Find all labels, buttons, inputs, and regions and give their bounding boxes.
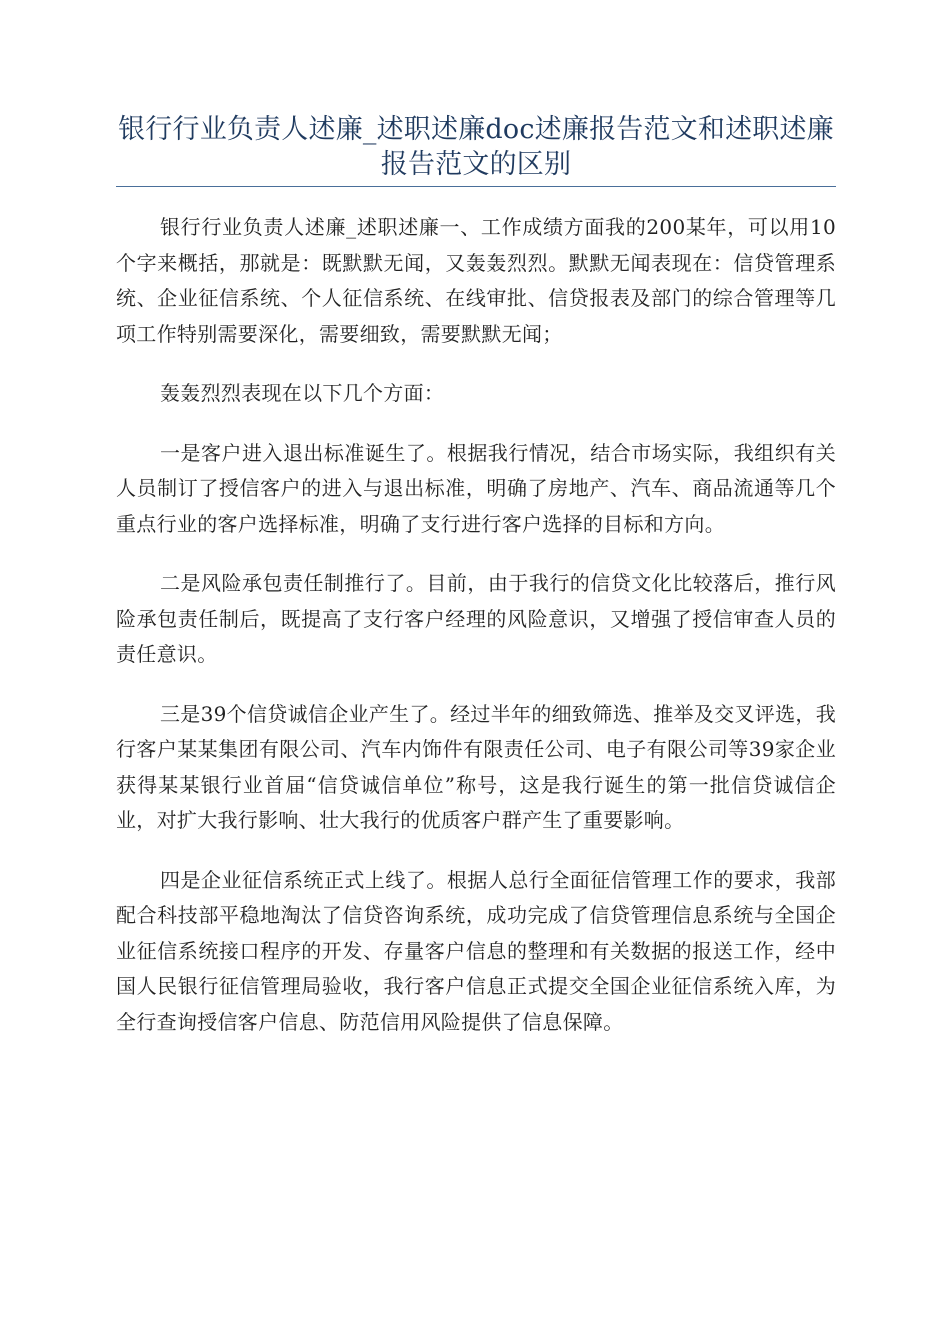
title-block — [116, 112, 836, 182]
title-underline — [116, 186, 836, 187]
paragraph-point-three: 三是39个信贷诚信企业产生了。经过半年的细致筛选、推举及交叉评选，我行客户某某集团有限公司、汽车内饰件有限责任公司、电子有限公司等39家企业获得某某银行业首届“信贷诚信单位”称号，这是我行诞生的第一批信贷诚信企业，对扩大我行影响、壮大我行的优质客户群产生了重要影响。 — [116, 701, 836, 832]
paragraph-aspects-heading: 轰轰烈烈表现在以下几个方面： — [160, 381, 445, 405]
document-body — [116, 210, 836, 1064]
paragraph-point-two: 二是风险承包责任制推行了。目前，由于我行的信贷文化比较落后，推行风险承包责任制后，既提高了支行客户经理的风险意识，又增强了授信审查人员的责任意识。 — [116, 571, 836, 666]
paragraph-intro: 银行行业负责人述廉_述职述廉一、工作成绩方面我的200某年，可以用10个字来概括，那就是：既默默无闻，又轰轰烈烈。默默无闻表现在：信贷管理系统、企业征信系统、个人征信系统、在线审批、信贷报表及部门的综合管理等几项工作特别需要深化，需要细致，需要默默无闻； — [116, 215, 836, 346]
document-title: 银行行业负责人述廉_述职述廉doc述廉报告范文和述职述廉报告范文的区别 — [118, 114, 834, 180]
paragraph-point-four: 四是企业征信系统正式上线了。根据人总行全面征信管理工作的要求，我部配合科技部平稳地淘汰了信贷咨询系统，成功完成了信贷管理信息系统与全国企业征信系统接口程序的开发、存量客户信息的整理和有关数据的报送工作，经中国人民银行征信管理局验收，我行客户信息正式提交全国企业征信系统入库，为全行查询授信客户信息、防范信用风险提供了信息保障。 — [116, 867, 836, 1034]
paragraph-point-one: 一是客户进入退出标准诞生了。根据我行情况，结合市场实际，我组织有关人员制订了授信客户的进入与退出标准，明确了房地产、汽车、商品流通等几个重点行业的客户选择标准，明确了支行进行客户选择的目标和方向。 — [116, 440, 836, 536]
